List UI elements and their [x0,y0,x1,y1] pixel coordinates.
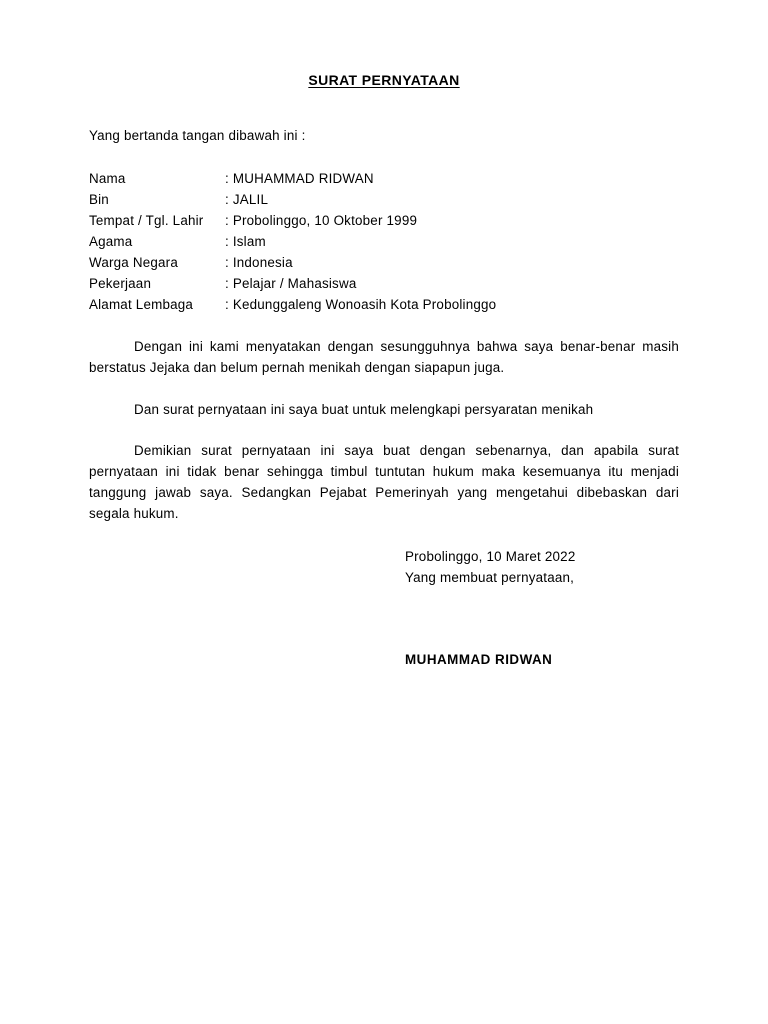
identity-label: Bin [89,192,109,207]
identity-table [89,170,496,317]
identity-separator: : [225,171,233,186]
identity-label: Nama [89,171,126,186]
signer-name: MUHAMMAD RIDWAN [405,652,553,667]
identity-row-agama [89,233,496,254]
purpose-paragraph [89,399,679,420]
identity-label: Agama [89,234,133,249]
identity-separator: : [225,234,233,249]
identity-value: Pelajar / Mahasiswa [232,276,357,291]
identity-row-bin [89,191,496,212]
document-title: SURAT PERNYATAAN [308,72,460,88]
identity-label: Tempat / Tgl. Lahir [89,213,204,228]
identity-row-warga-negara [89,254,496,275]
paragraph-text: Dengan ini kami menyatakan dengan sesungguhnya bahwa saya benar-benar masih berstatus Jejaka dan belum pernah menikah dengan siapapun juga. [89,339,679,375]
identity-row-pekerjaan [89,275,496,296]
identity-value: Indonesia [232,255,293,270]
signature-block [405,546,575,588]
identity-value: Kedunggaleng Wonoasih Kota Probolinggo [232,297,497,312]
identity-separator: : [225,192,233,207]
identity-row-birth [89,212,496,233]
paragraph-text: Demikian surat pernyataan ini saya buat dengan sebenarnya, dan apabila surat pernyataan ini tidak benar sehingga timbul tuntutan hukum maka kesemuanya itu menjadi tanggung jawab saya. Sedangkan Pejabat Pemerinyah yang mengetahui dibebaskan dari segala hukum. [89,443,679,521]
identity-value: MUHAMMAD RIDWAN [232,171,374,186]
identity-row-nama [89,170,496,191]
place-date: Probolinggo, 10 Maret 2022 [405,549,576,564]
intro-text: Yang bertanda tangan dibawah ini : [89,128,306,143]
identity-separator: : [225,276,233,291]
maker-caption: Yang membuat pernyataan, [405,570,575,585]
identity-value: Islam [232,234,266,249]
identity-value: Probolinggo, 10 Oktober 1999 [232,213,418,228]
statement-paragraph [89,336,679,378]
identity-value: JALIL [232,192,269,207]
identity-separator: : [225,213,233,228]
identity-label: Alamat Lembaga [89,297,194,312]
closing-paragraph [89,440,679,524]
identity-row-alamat [89,296,496,317]
identity-separator: : [225,255,233,270]
identity-label: Warga Negara [89,255,178,270]
paragraph-text: Dan surat pernyataan ini saya buat untuk melengkapi persyaratan menikah [134,402,594,417]
identity-separator: : [225,297,233,312]
identity-label: Pekerjaan [89,276,152,291]
